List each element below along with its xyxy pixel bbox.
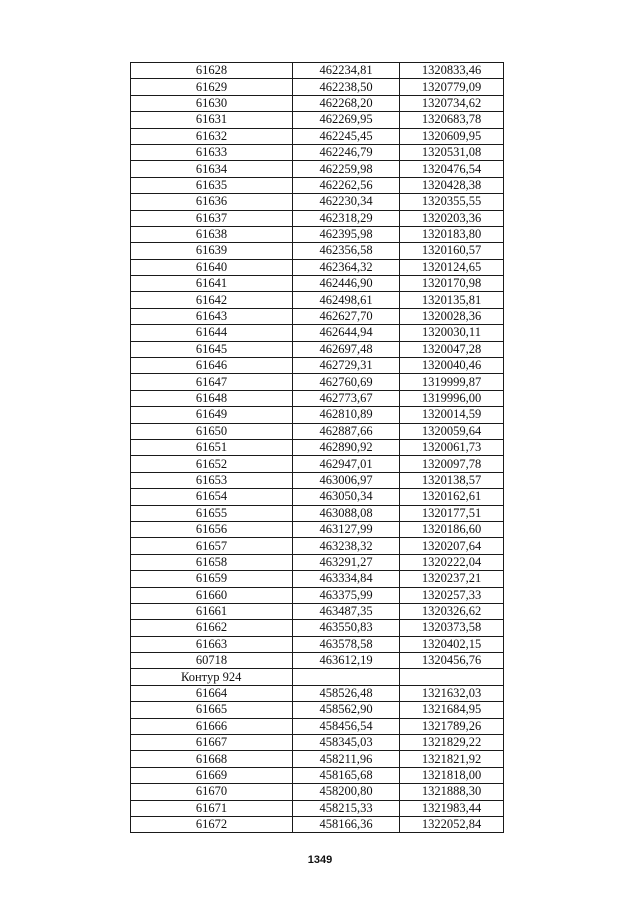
table-row bbox=[131, 456, 504, 472]
section-empty-y bbox=[400, 669, 504, 685]
y-coordinate-cell: 1320160,57 bbox=[400, 243, 504, 259]
x-coordinate-cell: 462318,29 bbox=[293, 210, 400, 226]
y-coordinate-cell: 1320162,61 bbox=[400, 489, 504, 505]
x-coordinate-cell: 463291,27 bbox=[293, 554, 400, 570]
x-coordinate-cell: 462810,89 bbox=[293, 407, 400, 423]
x-coordinate-cell: 463578,58 bbox=[293, 636, 400, 652]
y-coordinate-cell: 1320734,62 bbox=[400, 95, 504, 111]
table-row bbox=[131, 374, 504, 390]
x-coordinate-cell: 462395,98 bbox=[293, 226, 400, 242]
y-coordinate-cell: 1320531,08 bbox=[400, 144, 504, 160]
y-coordinate-cell: 1319999,87 bbox=[400, 374, 504, 390]
point-id-cell: 61635 bbox=[131, 177, 293, 193]
x-coordinate-cell: 463334,84 bbox=[293, 571, 400, 587]
x-coordinate-cell: 462269,95 bbox=[293, 112, 400, 128]
point-id-cell: 61666 bbox=[131, 718, 293, 734]
y-coordinate-cell: 1320257,33 bbox=[400, 587, 504, 603]
x-coordinate-cell: 462697,48 bbox=[293, 341, 400, 357]
point-id-cell: 61651 bbox=[131, 439, 293, 455]
x-coordinate-cell: 462230,34 bbox=[293, 194, 400, 210]
x-coordinate-cell: 463088,08 bbox=[293, 505, 400, 521]
y-coordinate-cell: 1321632,03 bbox=[400, 685, 504, 701]
table-row bbox=[131, 144, 504, 160]
x-coordinate-cell: 463375,99 bbox=[293, 587, 400, 603]
point-id-cell: 61630 bbox=[131, 95, 293, 111]
table-row bbox=[131, 784, 504, 800]
table-row bbox=[131, 358, 504, 374]
table-row bbox=[131, 603, 504, 619]
y-coordinate-cell: 1319996,00 bbox=[400, 390, 504, 406]
x-coordinate-cell: 462238,50 bbox=[293, 79, 400, 95]
table-row bbox=[131, 259, 504, 275]
x-coordinate-cell: 463550,83 bbox=[293, 620, 400, 636]
y-coordinate-cell: 1320355,55 bbox=[400, 194, 504, 210]
point-id-cell: 60718 bbox=[131, 653, 293, 669]
table-row bbox=[131, 128, 504, 144]
table-row bbox=[131, 341, 504, 357]
table-row bbox=[131, 210, 504, 226]
table-row bbox=[131, 554, 504, 570]
table-row bbox=[131, 423, 504, 439]
point-id-cell: 61631 bbox=[131, 112, 293, 128]
point-id-cell: 61669 bbox=[131, 767, 293, 783]
x-coordinate-cell: 462947,01 bbox=[293, 456, 400, 472]
table-row bbox=[131, 472, 504, 488]
y-coordinate-cell: 1320059,64 bbox=[400, 423, 504, 439]
table-row bbox=[131, 538, 504, 554]
x-coordinate-cell: 462234,81 bbox=[293, 63, 400, 79]
table-row bbox=[131, 243, 504, 259]
y-coordinate-cell: 1321684,95 bbox=[400, 702, 504, 718]
point-id-cell: 61658 bbox=[131, 554, 293, 570]
x-coordinate-cell: 458345,03 bbox=[293, 735, 400, 751]
point-id-cell: 61659 bbox=[131, 571, 293, 587]
y-coordinate-cell: 1320040,46 bbox=[400, 358, 504, 374]
y-coordinate-cell: 1320402,15 bbox=[400, 636, 504, 652]
x-coordinate-cell: 462760,69 bbox=[293, 374, 400, 390]
page-number: 1349 bbox=[307, 854, 333, 866]
y-coordinate-cell: 1320609,95 bbox=[400, 128, 504, 144]
point-id-cell: 61654 bbox=[131, 489, 293, 505]
y-coordinate-cell: 1320170,98 bbox=[400, 276, 504, 292]
table-row bbox=[131, 112, 504, 128]
point-id-cell: 61665 bbox=[131, 702, 293, 718]
point-id-cell: 61632 bbox=[131, 128, 293, 144]
y-coordinate-cell: 1320373,58 bbox=[400, 620, 504, 636]
y-coordinate-cell: 1320326,62 bbox=[400, 603, 504, 619]
x-coordinate-cell: 463612,19 bbox=[293, 653, 400, 669]
table-row bbox=[131, 439, 504, 455]
y-coordinate-cell: 1320030,11 bbox=[400, 325, 504, 341]
x-coordinate-cell: 462627,70 bbox=[293, 308, 400, 324]
y-coordinate-cell: 1320779,09 bbox=[400, 79, 504, 95]
y-coordinate-cell: 1320183,80 bbox=[400, 226, 504, 242]
point-id-cell: 61634 bbox=[131, 161, 293, 177]
x-coordinate-cell: 462246,79 bbox=[293, 144, 400, 160]
y-coordinate-cell: 1320097,78 bbox=[400, 456, 504, 472]
point-id-cell: 61650 bbox=[131, 423, 293, 439]
y-coordinate-cell: 1320833,46 bbox=[400, 63, 504, 79]
point-id-cell: 61649 bbox=[131, 407, 293, 423]
x-coordinate-cell: 462356,58 bbox=[293, 243, 400, 259]
table-row bbox=[131, 292, 504, 308]
table-row bbox=[131, 587, 504, 603]
x-coordinate-cell: 458215,33 bbox=[293, 800, 400, 816]
point-id-cell: 61672 bbox=[131, 816, 293, 832]
x-coordinate-cell: 463487,35 bbox=[293, 603, 400, 619]
x-coordinate-cell: 462644,94 bbox=[293, 325, 400, 341]
table-row bbox=[131, 702, 504, 718]
table-row bbox=[131, 276, 504, 292]
table-row bbox=[131, 751, 504, 767]
point-id-cell: 61664 bbox=[131, 685, 293, 701]
x-coordinate-cell: 462890,92 bbox=[293, 439, 400, 455]
y-coordinate-cell: 1320476,54 bbox=[400, 161, 504, 177]
y-coordinate-cell: 1320207,64 bbox=[400, 538, 504, 554]
y-coordinate-cell: 1320456,76 bbox=[400, 653, 504, 669]
x-coordinate-cell: 462887,66 bbox=[293, 423, 400, 439]
x-coordinate-cell: 458526,48 bbox=[293, 685, 400, 701]
x-coordinate-cell: 462729,31 bbox=[293, 358, 400, 374]
x-coordinate-cell: 462364,32 bbox=[293, 259, 400, 275]
point-id-cell: 61653 bbox=[131, 472, 293, 488]
point-id-cell: 61629 bbox=[131, 79, 293, 95]
table-row bbox=[131, 226, 504, 242]
x-coordinate-cell: 462268,20 bbox=[293, 95, 400, 111]
table-row bbox=[131, 718, 504, 734]
y-coordinate-cell: 1321829,22 bbox=[400, 735, 504, 751]
point-id-cell: 61667 bbox=[131, 735, 293, 751]
x-coordinate-cell: 462259,98 bbox=[293, 161, 400, 177]
x-coordinate-cell: 458211,96 bbox=[293, 751, 400, 767]
point-id-cell: 61648 bbox=[131, 390, 293, 406]
section-empty-x bbox=[293, 669, 400, 685]
point-id-cell: 61657 bbox=[131, 538, 293, 554]
point-id-cell: 61637 bbox=[131, 210, 293, 226]
y-coordinate-cell: 1321818,00 bbox=[400, 767, 504, 783]
point-id-cell: 61641 bbox=[131, 276, 293, 292]
x-coordinate-cell: 458165,68 bbox=[293, 767, 400, 783]
point-id-cell: 61643 bbox=[131, 308, 293, 324]
x-coordinate-cell: 458562,90 bbox=[293, 702, 400, 718]
x-coordinate-cell: 458456,54 bbox=[293, 718, 400, 734]
point-id-cell: 61661 bbox=[131, 603, 293, 619]
x-coordinate-cell: 462773,67 bbox=[293, 390, 400, 406]
point-id-cell: 61642 bbox=[131, 292, 293, 308]
point-id-cell: 61628 bbox=[131, 63, 293, 79]
section-row bbox=[131, 669, 504, 685]
point-id-cell: 61662 bbox=[131, 620, 293, 636]
y-coordinate-cell: 1321983,44 bbox=[400, 800, 504, 816]
y-coordinate-cell: 1320683,78 bbox=[400, 112, 504, 128]
point-id-cell: 61656 bbox=[131, 521, 293, 537]
x-coordinate-cell: 462245,45 bbox=[293, 128, 400, 144]
x-coordinate-cell: 462262,56 bbox=[293, 177, 400, 193]
point-id-cell: 61638 bbox=[131, 226, 293, 242]
y-coordinate-cell: 1320138,57 bbox=[400, 472, 504, 488]
table-row bbox=[131, 407, 504, 423]
table-row bbox=[131, 325, 504, 341]
point-id-cell: 61671 bbox=[131, 800, 293, 816]
y-coordinate-cell: 1321821,92 bbox=[400, 751, 504, 767]
y-coordinate-cell: 1320014,59 bbox=[400, 407, 504, 423]
y-coordinate-cell: 1320135,81 bbox=[400, 292, 504, 308]
point-id-cell: 61670 bbox=[131, 784, 293, 800]
point-id-cell: 61644 bbox=[131, 325, 293, 341]
point-id-cell: 61655 bbox=[131, 505, 293, 521]
y-coordinate-cell: 1320177,51 bbox=[400, 505, 504, 521]
table-row bbox=[131, 800, 504, 816]
point-id-cell: 61660 bbox=[131, 587, 293, 603]
table-row bbox=[131, 653, 504, 669]
x-coordinate-cell: 462446,90 bbox=[293, 276, 400, 292]
x-coordinate-cell: 458166,36 bbox=[293, 816, 400, 832]
x-coordinate-cell: 463050,34 bbox=[293, 489, 400, 505]
point-id-cell: 61663 bbox=[131, 636, 293, 652]
table-row bbox=[131, 161, 504, 177]
table-row bbox=[131, 505, 504, 521]
table-row bbox=[131, 95, 504, 111]
table-row bbox=[131, 489, 504, 505]
x-coordinate-cell: 463238,32 bbox=[293, 538, 400, 554]
y-coordinate-cell: 1320047,28 bbox=[400, 341, 504, 357]
table-row bbox=[131, 685, 504, 701]
point-id-cell: 61652 bbox=[131, 456, 293, 472]
table-row bbox=[131, 571, 504, 587]
table-row bbox=[131, 177, 504, 193]
coordinates-table bbox=[130, 62, 504, 833]
point-id-cell: 61646 bbox=[131, 358, 293, 374]
y-coordinate-cell: 1320124,65 bbox=[400, 259, 504, 275]
table-row bbox=[131, 816, 504, 832]
y-coordinate-cell: 1320237,21 bbox=[400, 571, 504, 587]
table-row bbox=[131, 636, 504, 652]
point-id-cell: 61636 bbox=[131, 194, 293, 210]
table-row bbox=[131, 308, 504, 324]
point-id-cell: 61668 bbox=[131, 751, 293, 767]
table-row bbox=[131, 620, 504, 636]
y-coordinate-cell: 1321789,26 bbox=[400, 718, 504, 734]
table-row bbox=[131, 63, 504, 79]
y-coordinate-cell: 1321888,30 bbox=[400, 784, 504, 800]
table-row bbox=[131, 521, 504, 537]
x-coordinate-cell: 463006,97 bbox=[293, 472, 400, 488]
x-coordinate-cell: 462498,61 bbox=[293, 292, 400, 308]
y-coordinate-cell: 1320186,60 bbox=[400, 521, 504, 537]
table-row bbox=[131, 767, 504, 783]
point-id-cell: 61633 bbox=[131, 144, 293, 160]
point-id-cell: 61639 bbox=[131, 243, 293, 259]
table-row bbox=[131, 390, 504, 406]
table-row bbox=[131, 735, 504, 751]
section-label: Контур 924 bbox=[131, 669, 293, 685]
y-coordinate-cell: 1322052,84 bbox=[400, 816, 504, 832]
x-coordinate-cell: 463127,99 bbox=[293, 521, 400, 537]
point-id-cell: 61645 bbox=[131, 341, 293, 357]
y-coordinate-cell: 1320061,73 bbox=[400, 439, 504, 455]
x-coordinate-cell: 458200,80 bbox=[293, 784, 400, 800]
y-coordinate-cell: 1320222,04 bbox=[400, 554, 504, 570]
point-id-cell: 61647 bbox=[131, 374, 293, 390]
table-row bbox=[131, 79, 504, 95]
y-coordinate-cell: 1320203,36 bbox=[400, 210, 504, 226]
point-id-cell: 61640 bbox=[131, 259, 293, 275]
y-coordinate-cell: 1320428,38 bbox=[400, 177, 504, 193]
table-row bbox=[131, 194, 504, 210]
coordinates-table-body bbox=[131, 63, 504, 833]
y-coordinate-cell: 1320028,36 bbox=[400, 308, 504, 324]
